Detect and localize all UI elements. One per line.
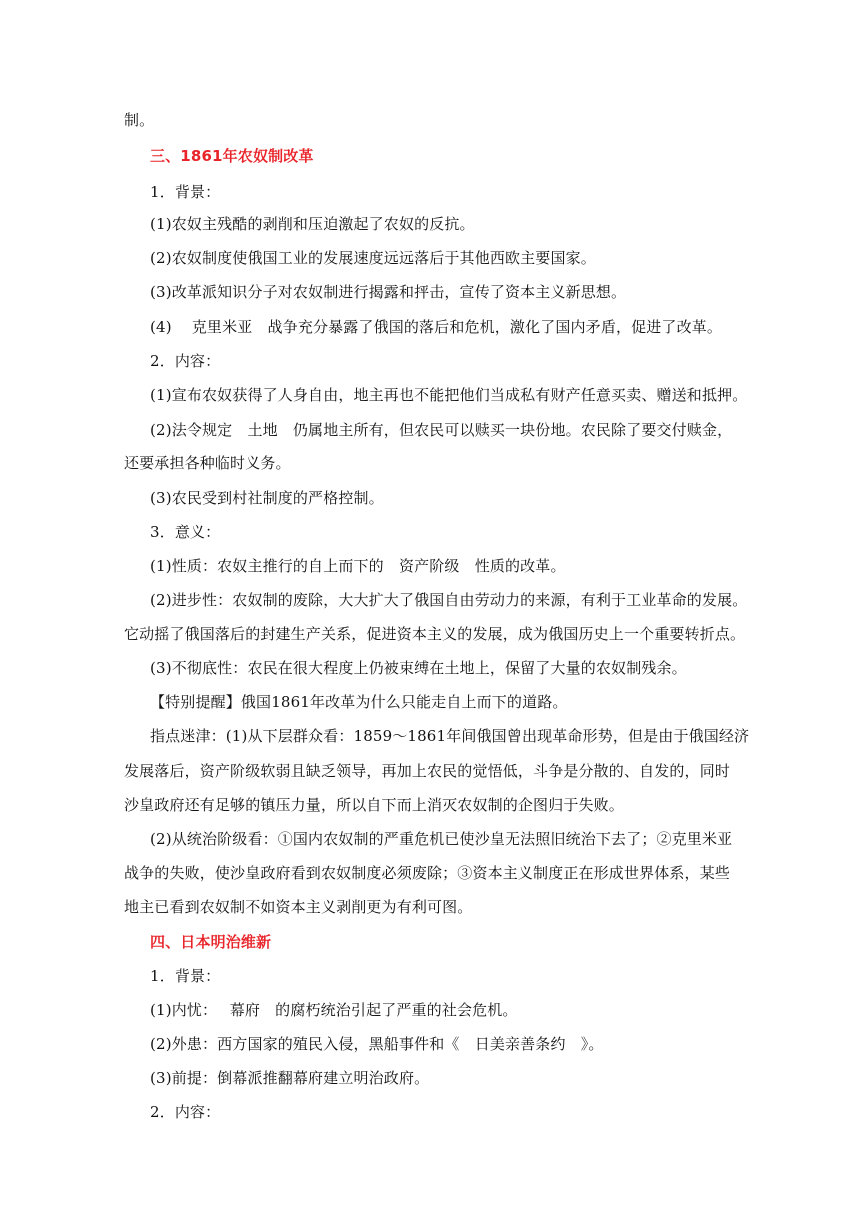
paragraph: (1)性质：农奴主推行的自上而下的 资产阶级 性质的改革。 — [150, 557, 566, 575]
subheading-content: 2．内容： — [150, 1103, 221, 1121]
subheading-background: 1．背景： — [150, 967, 221, 985]
guidance-paragraph: (2)从统治阶级看：①国内农奴制的严重危机已使沙皇无法照旧统治下去了；②克里米亚 — [150, 830, 733, 848]
paragraph: (3)改革派知识分子对农奴制进行揭露和抨击，宣传了资本主义新思想。 — [150, 283, 627, 301]
paragraph: (3)农民受到村社制度的严格控制。 — [150, 489, 384, 507]
paragraph: (4) 克里米亚 战争充分暴露了俄国的落后和危机，激化了国内矛盾，促进了改革。 — [150, 318, 723, 336]
section-heading-serf-reform: 三、1861年农奴制改革 — [150, 147, 314, 165]
subheading-background: 1．背景： — [150, 183, 221, 201]
guidance-paragraph-continuation: 战争的失败，使沙皇政府看到农奴制度必须废除；③资本主义制度正在形成世界体系，某些 — [124, 864, 731, 882]
paragraph: (2)农奴制度使俄国工业的发展速度远远落后于其他西欧主要国家。 — [150, 249, 596, 267]
guidance-paragraph-continuation: 发展落后，资产阶级软弱且缺乏领导，再加上农民的觉悟低，斗争是分散的、自发的，同时 — [124, 762, 731, 780]
subheading-significance: 3．意义： — [150, 523, 221, 541]
special-reminder: 【特别提醒】俄国1861年改革为什么只能走自上而下的道路。 — [150, 693, 568, 711]
subheading-content: 2．内容： — [150, 352, 221, 370]
guidance-paragraph-continuation: 地主已看到农奴制不如资本主义剥削更为有利可图。 — [124, 898, 473, 916]
paragraph: (1)内忧： 幕府 的腐朽统治引起了严重的社会危机。 — [150, 1001, 518, 1019]
paragraph: (2)进步性：农奴制的废除，大大扩大了俄国自由劳动力的来源，有利于工业革命的发展。 — [150, 591, 748, 609]
paragraph: (2)法令规定 土地 仍属地主所有，但农民可以赎买一块份地。农民除了要交付赎金， — [150, 421, 733, 439]
paragraph-continuation: 还要承担各种临时义务。 — [124, 454, 291, 472]
guidance-paragraph-continuation: 沙皇政府还有足够的镇压力量，所以自下而上消灭农奴制的企图归于失败。 — [124, 796, 624, 814]
paragraph-continuation: 它动摇了俄国落后的封建生产关系，促进资本主义的发展，成为俄国历史上一个重要转折点。 — [124, 625, 746, 643]
guidance-paragraph: 指点迷津：(1)从下层群众看：1859～1861年间俄国曾出现革命形势，但是由于俄国经济 — [150, 727, 750, 745]
continued-text: 制。 — [124, 111, 155, 129]
paragraph: (1)宣布农奴获得了人身自由，地主再也不能把他们当成私有财产任意买卖、赠送和抵押。 — [150, 386, 748, 404]
section-heading-meiji: 四、日本明治维新 — [150, 933, 272, 951]
paragraph: (3)前提：倒幕派推翻幕府建立明治政府。 — [150, 1069, 430, 1087]
paragraph: (2)外患：西方国家的殖民入侵，黑船事件和《 日美亲善条约 》。 — [150, 1035, 604, 1053]
paragraph: (1)农奴主残酷的剥削和压迫激起了农奴的反抗。 — [150, 215, 475, 233]
paragraph: (3)不彻底性：农民在很大程度上仍被束缚在土地上，保留了大量的农奴制残余。 — [150, 659, 687, 677]
